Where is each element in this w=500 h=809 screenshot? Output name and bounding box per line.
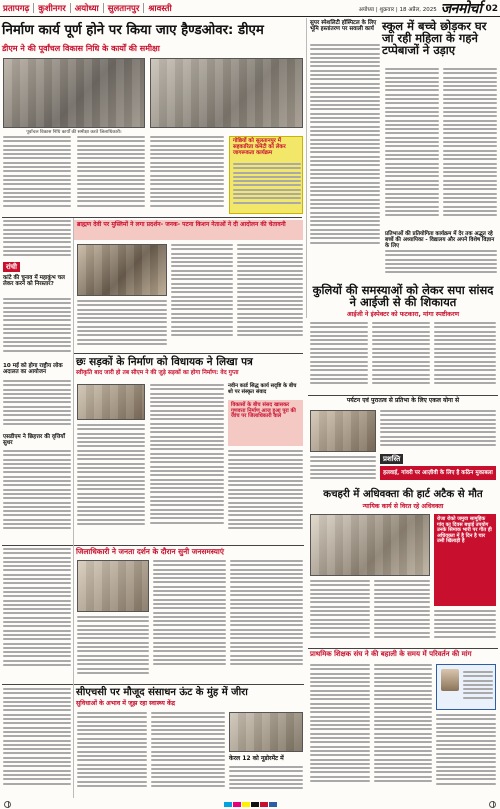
edition-kushinagar[interactable]: कुशीनगर	[38, 3, 66, 14]
advertisement-box	[436, 664, 496, 710]
lead-body-col3	[150, 136, 224, 214]
talent-body-2	[310, 456, 376, 486]
district-body-3	[230, 560, 303, 682]
section-tag: रांची	[3, 262, 20, 272]
color-swatch	[233, 802, 241, 807]
lead-body-col2	[77, 136, 145, 214]
porters-headline: कुलियों की समस्याओं को लेकर सपा सांसद ने आईजी से की शिकायत	[312, 283, 494, 310]
short-body-1	[3, 298, 71, 360]
short-headline-3: एसडीएम ने छिहत्तर की वृत्तियाँ सुधर	[3, 434, 66, 447]
left-body-a	[3, 220, 71, 260]
protest-body-a	[77, 300, 167, 350]
color-swatch	[242, 802, 250, 807]
kacheri-body-2	[374, 580, 430, 644]
mla-photo	[77, 384, 145, 420]
callout-box	[434, 514, 496, 606]
short-headline-2: 10 मई को होगा राष्ट्रीय लोक अदालत का आयोजन	[3, 363, 63, 376]
competition-body	[385, 250, 497, 278]
meeting-photo	[150, 58, 303, 128]
lead-body-col1	[3, 136, 71, 214]
kacheri-subhead: न्यायिक कार्य से विरत रहे अधिवक्ता	[362, 503, 444, 510]
divider	[103, 3, 104, 13]
page-number: 02	[485, 3, 498, 14]
protest-body-b	[171, 244, 233, 350]
registration-mark-icon	[4, 801, 11, 808]
section-rule	[2, 545, 304, 546]
teacher-body-1	[310, 664, 370, 796]
lead-photo	[3, 58, 145, 128]
print-registration-strip	[0, 800, 500, 809]
teacher-body-2	[374, 664, 432, 796]
chc-photo	[229, 712, 303, 752]
brand-logo: जनमोर्चा	[440, 1, 482, 17]
edition-shravasti[interactable]: श्रावस्ती	[148, 3, 172, 14]
divider	[33, 3, 34, 13]
masthead-right	[359, 0, 498, 17]
lawyers-photo	[310, 514, 430, 576]
teacher-headline: प्राथमिक शिक्षक संघ ने की बहाली के समय में परिवर्तन की मांग	[310, 650, 472, 658]
lead-photo-caption: पूर्वांचल विकास निधि कार्यों की समीक्षा करते जिलाधिकारी।	[26, 130, 122, 135]
short-body-3	[3, 450, 71, 540]
color-calibration-bar	[224, 802, 277, 807]
porters-body-1	[310, 322, 368, 392]
protest-headline-band	[74, 220, 303, 240]
talent-body	[380, 410, 496, 452]
porters-body-2	[372, 322, 430, 392]
theft-headline: स्कूल में बच्चे छोड़कर घर जा रही महिला के गहने टप्पेबाजों ने उड़ाए	[382, 19, 487, 58]
edition-pratapgarh[interactable]: प्रतापगढ़	[3, 3, 30, 14]
highlight-text: गोष्ठियों को सुलतानपुर में सहकारिता कमेटी को लेकर जागरूकता कार्यक्रम	[233, 138, 286, 156]
teacher-body-3	[436, 714, 496, 796]
road-headline: छः सड़कों के निर्माण को विधायक ने लिखा पत्र	[76, 356, 253, 368]
masthead	[0, 0, 500, 17]
left-body-c	[3, 688, 71, 796]
column-rule	[73, 218, 74, 798]
advertisement-text	[463, 671, 493, 707]
road-subhead: स्वीकृति बाद जारी हो तब सीएम ने की जुड़े सड़कों का होगा निर्माण: वेद गुप्ता	[76, 370, 239, 376]
bjp-callout-box	[228, 400, 303, 446]
talent-headline: पर्यटन एवं पुरातत्व से प्रतिभा के लिए एकल योगा से	[346, 397, 460, 404]
divider	[70, 3, 71, 13]
divider	[143, 3, 144, 13]
edition-nav	[0, 0, 172, 17]
chc-headline: सीएचसी पर मौजूद संसाधन ऊंट के मुंह में जीरा	[76, 687, 248, 698]
porters-subhead: आईजी ने इंस्पेक्टर को फटकारा, मांगा स्पष्टीकरण	[346, 311, 460, 318]
chc-body-2	[151, 712, 225, 796]
hospital-kicker: सुपर स्पेशलिटी हॉस्पिटल के लिए भूमि हस्तांतरण पर सवाली कार्य	[310, 20, 377, 33]
registration-mark-icon	[489, 801, 496, 808]
road-body-2	[150, 384, 224, 540]
section-rule	[308, 395, 498, 396]
lead-subhead: डीएम ने की पूर्वांचल विकास निधि के कार्यों की समीक्षा	[2, 44, 160, 53]
district-body-2	[153, 560, 226, 682]
color-swatch	[260, 802, 268, 807]
edition-sultanpur[interactable]: सुलतानपुर	[107, 3, 140, 14]
district-headline: जिलाधिकारी ने जनता दर्शन के दौरान सुनी जनसमस्याएं	[76, 547, 224, 556]
kacheri-headline: कचहरी में अधिवक्ता की हार्ट अटैक से मौत	[323, 489, 483, 500]
protest-body-c	[237, 244, 303, 350]
nav-headline: नवीन कार्ड सिद्ध कार्य सदृष्टि के बीच शो पर संस्कृत संवाद	[228, 383, 297, 395]
highlight-body	[233, 163, 301, 211]
column-rule	[306, 18, 307, 318]
road-body-3	[228, 450, 303, 540]
color-swatch	[224, 802, 232, 807]
theft-body-col1	[385, 68, 439, 228]
lead-headline: निर्माण कार्य पूर्ण होने पर किया जाए हैण्डओवर: डीएम	[2, 23, 264, 38]
district-body-1	[77, 616, 149, 682]
kacheri-body-3	[434, 610, 496, 644]
kerala-body	[229, 766, 303, 796]
highlight-box	[229, 136, 303, 214]
advertiser-photo	[441, 669, 459, 691]
protest-photo	[77, 244, 167, 296]
section-tag-right: प्रशस्ति	[380, 454, 403, 464]
short-body-2	[3, 380, 71, 432]
porters-body-3	[434, 322, 496, 392]
section-rule	[2, 684, 304, 685]
candidate-bar: हलवाई, गांवरी पर आज़ीवी के लिए है कठिन मुकाबला	[380, 466, 496, 480]
left-body-b	[3, 548, 71, 682]
kacheri-body-1	[310, 580, 370, 644]
color-swatch	[269, 802, 277, 807]
dateline: अयोध्या | शुक्रवार | 18 अप्रैल, 2025	[358, 6, 437, 13]
color-swatch	[251, 802, 259, 807]
chc-body-1	[77, 712, 147, 796]
hospital-body	[310, 44, 380, 260]
janata-darshan-photo	[77, 560, 149, 612]
section-rule	[2, 217, 302, 218]
protest-headline: ब्राह्मण देवी पर मुस्लिमों ने लगा प्रदर्शन- जनक- पटना किशन नेताओं ने दी आदोलन की चेतावनी	[77, 221, 286, 228]
competition-headline: प्रतिभाओं की प्रतियोगिता कार्यक्रम में देर तक अद्भुत रहे बच्चें की अध्यापिका - विद्यालय और अपने विशेष विज्ञान के लिए	[385, 231, 495, 249]
edition-ayodhya[interactable]: अयोध्या	[74, 3, 99, 14]
chc-subhead: सुविधाओं के अभाव में जूझ रहा स्वास्थ्य केंद्र	[76, 700, 176, 707]
short-headline-1: कांटे की चुनाव में महाकुंभ चल लेकर करने को निरस्तार?	[3, 275, 65, 288]
talent-photo	[310, 410, 376, 452]
section-rule	[308, 648, 498, 649]
bjp-callout-text: विकासों के बीच संसद खासकर गुणवत्ता निर्माण आज हुआ पूरा की जांच पर जिलाधिकारी वाले	[231, 402, 296, 420]
road-body-1	[77, 424, 145, 540]
section-rule	[74, 353, 303, 354]
theft-body-col2	[443, 68, 497, 228]
kerala-headline: केरल 12 को नूडोरमेंट में	[229, 755, 284, 762]
callout-text: रोजा रोको जमुवा सामूहिक गांव का दिवस बधाई उपयोग उनके सिमाक भारी पर गीत ही अधिवक्ता में है दिन है चार उसी खिलाड़ी है	[437, 516, 492, 544]
